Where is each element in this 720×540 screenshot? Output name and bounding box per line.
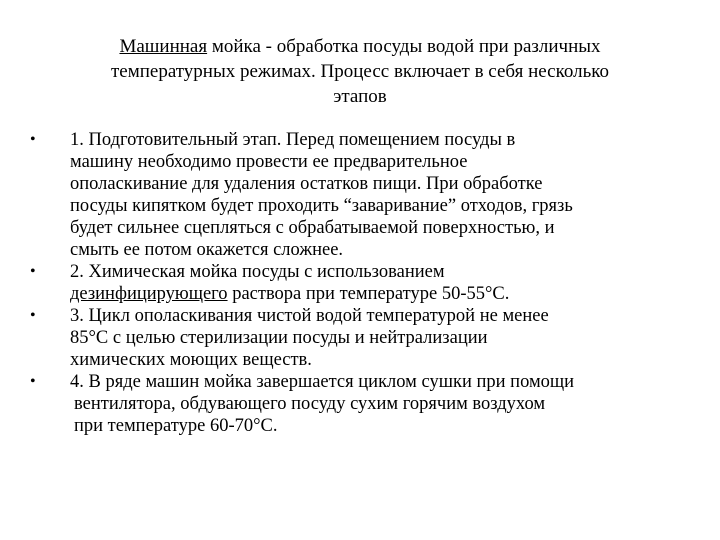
item-1-line-3: ополаскивание для удаления остатков пищи. При обработке bbox=[70, 174, 543, 194]
list-item bbox=[24, 305, 690, 371]
item-2-line-2: дезинфицирующего раствора при температуре 50-55°С. bbox=[70, 284, 510, 304]
item-1-line-1: 1. Подготовительный этап. Перед помещением посуды в bbox=[70, 130, 516, 150]
item-2-line-1: 2. Химическая мойка посуды с использованием bbox=[70, 262, 445, 282]
item-1-line-4: посуды кипятком будет проходить “заваривание” отходов, грязь bbox=[70, 196, 573, 216]
title-line-3: этапов bbox=[333, 86, 387, 107]
title-line-1: Машинная мойка - обработка посуды водой при различных bbox=[119, 36, 601, 57]
title-line-2: температурных режимах. Процесс включает в себя несколько bbox=[110, 61, 610, 82]
item-2-link-word[interactable]: дезинфицирующего bbox=[70, 284, 228, 304]
bullet-icon: • bbox=[30, 131, 36, 148]
slide-title bbox=[48, 34, 672, 109]
item-4-line-3: при температуре 60-70°С. bbox=[74, 416, 278, 436]
list-item bbox=[24, 371, 690, 437]
list-item bbox=[24, 129, 690, 261]
bullet-icon: • bbox=[30, 307, 36, 324]
item-3-line-1: 3. Цикл ополаскивания чистой водой температурой не менее bbox=[70, 306, 549, 326]
bullet-list bbox=[24, 129, 690, 437]
item-1-line-5: будет сильнее сцепляться с обрабатываемой поверхностью, и bbox=[70, 218, 555, 238]
bullet-icon: • bbox=[30, 263, 36, 280]
item-1-line-6: смыть ее потом окажется сложнее. bbox=[70, 240, 344, 260]
item-3-line-2: 85°С с целью стерилизации посуды и нейтрализации bbox=[70, 328, 488, 348]
item-4-line-2: вентилятора, обдувающего посуду сухим горячим воздухом bbox=[74, 394, 546, 414]
item-4-line-1: 4. В ряде машин мойка завершается циклом сушки при помощи bbox=[70, 372, 575, 392]
item-3-line-3: химических моющих веществ. bbox=[70, 350, 312, 370]
title-link-word[interactable]: Машинная bbox=[119, 36, 208, 57]
bullet-icon: • bbox=[30, 373, 36, 390]
list-item bbox=[24, 261, 690, 305]
item-1-line-2: машину необходимо провести ее предварительное bbox=[70, 152, 468, 172]
